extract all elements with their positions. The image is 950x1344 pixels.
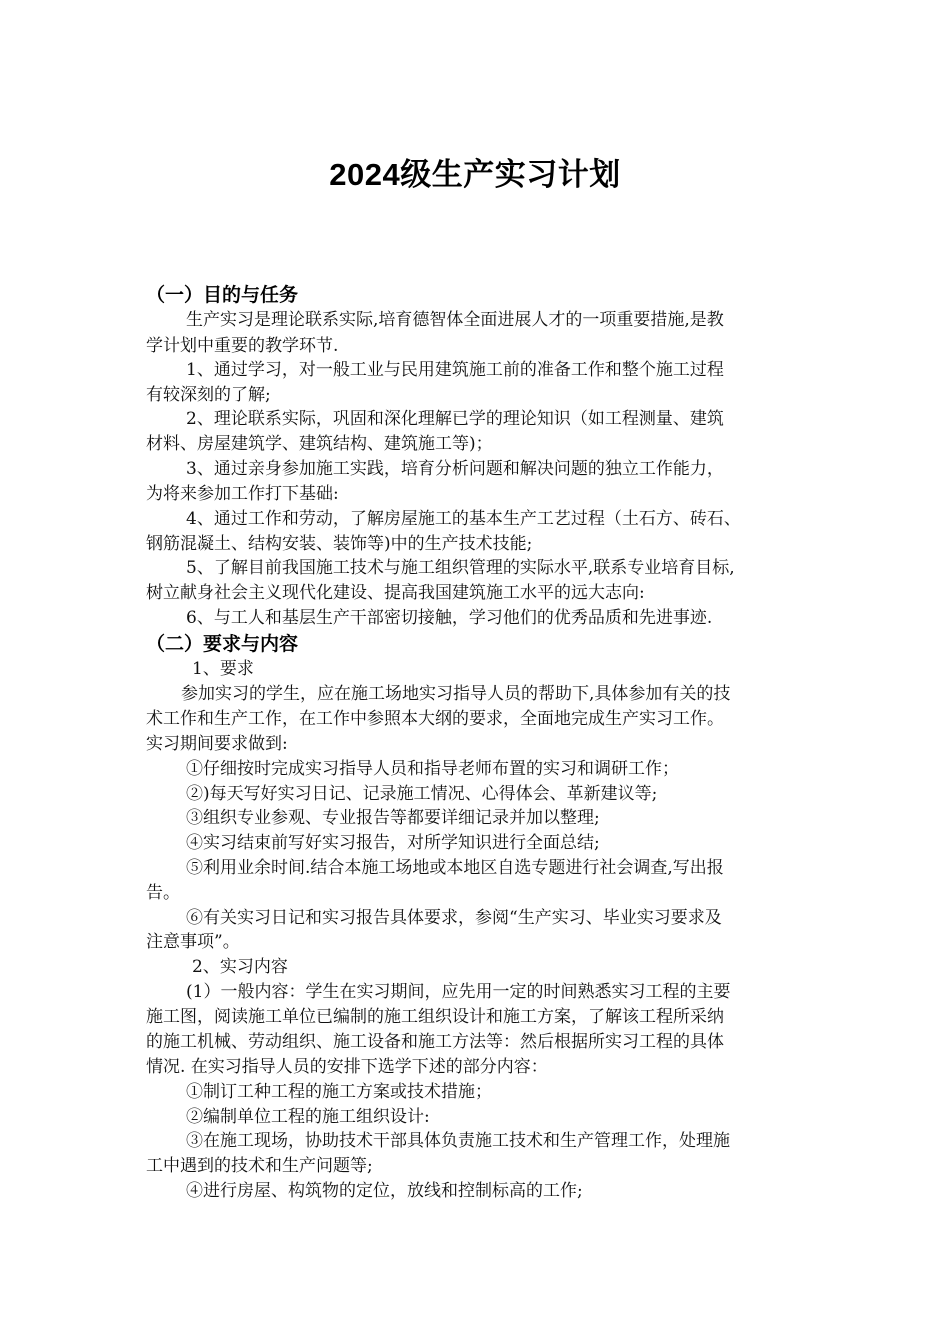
section-heading-purpose: （一）目的与任务 <box>146 284 299 306</box>
paragraph-line: 术工作和生产工作，在工作中参照本大纲的要求，全面地完成生产实习工作。 <box>146 709 724 729</box>
list-item: ⑥有关实习日记和实习报告具体要求，参阅“生产实习、毕业实习要求及 <box>186 908 722 928</box>
paragraph-line: 工中遇到的技术和生产问题等; <box>146 1156 373 1176</box>
list-item: ③组织专业参观、专业报告等都要详细记录并加以整理; <box>186 808 600 828</box>
paragraph-line: 1、要求 <box>192 659 254 679</box>
paragraph-line: 生产实习是理论联系实际,培育德智体全面进展人才的一项重要措施,是教 <box>186 310 724 330</box>
list-item: ②)每天写好实习日记、记录施工情况、心得体会、革新建议等; <box>186 784 658 804</box>
paragraph-line: (1）一般内容：学生在实习期间，应先用一定的时间熟悉实习工程的主要 <box>186 982 731 1002</box>
paragraph-line: 施工图，阅读施工单位已编制的施工组织设计和施工方案，了解该工程所采纳 <box>146 1007 724 1027</box>
list-item: ①仔细按时完成实习指导人员和指导老师布置的实习和调研工作； <box>186 759 679 779</box>
section-heading-requirements: （二）要求与内容 <box>146 633 299 655</box>
paragraph-line: 材料、房屋建筑学、建筑结构、建筑施工等)； <box>146 434 493 454</box>
paragraph-line: 6、与工人和基层生产干部密切接触，学习他们的优秀品质和先进事迹. <box>186 608 713 628</box>
list-item: ④实习结束前写好实习报告，对所学知识进行全面总结; <box>186 833 600 853</box>
paragraph-line: 1、通过学习，对一般工业与民用建筑施工前的准备工作和整个施工过程 <box>186 360 724 380</box>
paragraph-line: 的施工机械、劳动组织、施工设备和施工方法等：然后根据所实习工程的具体 <box>146 1032 724 1052</box>
paragraph-line: 2、实习内容 <box>192 957 288 977</box>
paragraph-line: 钢筋混凝土、结构安装、装饰等)中的生产技术技能; <box>146 534 533 554</box>
paragraph-line: 有较深刻的了解; <box>146 385 271 405</box>
list-item: ②编制单位工程的施工组织设计: <box>186 1107 430 1127</box>
paragraph-line: 5、了解目前我国施工技术与施工组织管理的实际水平,联系专业培育目标, <box>186 558 735 578</box>
paragraph-line: 告。 <box>146 883 180 903</box>
paragraph-line: 树立献身社会主义现代化建设、提高我国建筑施工水平的远大志向: <box>146 583 645 603</box>
paragraph-line: 情况. 在实习指导人员的安排下选学下述的部分内容： <box>146 1057 548 1077</box>
paragraph-line: 注意事项”。 <box>146 932 240 952</box>
paragraph-line: 学计划中重要的教学环节. <box>146 336 339 356</box>
paragraph-line: 2、理论联系实际，巩固和深化理解已学的理论知识（如工程测量、建筑 <box>186 409 724 429</box>
paragraph-line: 实习期间要求做到: <box>146 734 288 754</box>
paragraph-line: 3、通过亲身参加施工实践，培育分析问题和解决问题的独立工作能力， <box>186 459 724 479</box>
paragraph-line: 参加实习的学生，应在施工场地实习指导人员的帮助下,具体参加有关的技 <box>181 684 731 704</box>
paragraph-line: 4、通过工作和劳动，了解房屋施工的基本生产工艺过程（土石方、砖石、 <box>186 509 741 529</box>
list-item: ⑤利用业余时间.结合本施工场地或本地区自选专题进行社会调查,写出报 <box>186 858 724 878</box>
document-title: 2024级生产实习计划 <box>329 157 621 192</box>
list-item: ①制订工种工程的施工方案或技术措施； <box>186 1082 492 1102</box>
list-item: ③在施工现场，协助技术干部具体负责施工技术和生产管理工作，处理施 <box>186 1131 730 1151</box>
paragraph-line: 为将来参加工作打下基础: <box>146 484 339 504</box>
list-item: ④进行房屋、构筑物的定位，放线和控制标高的工作; <box>186 1181 583 1201</box>
